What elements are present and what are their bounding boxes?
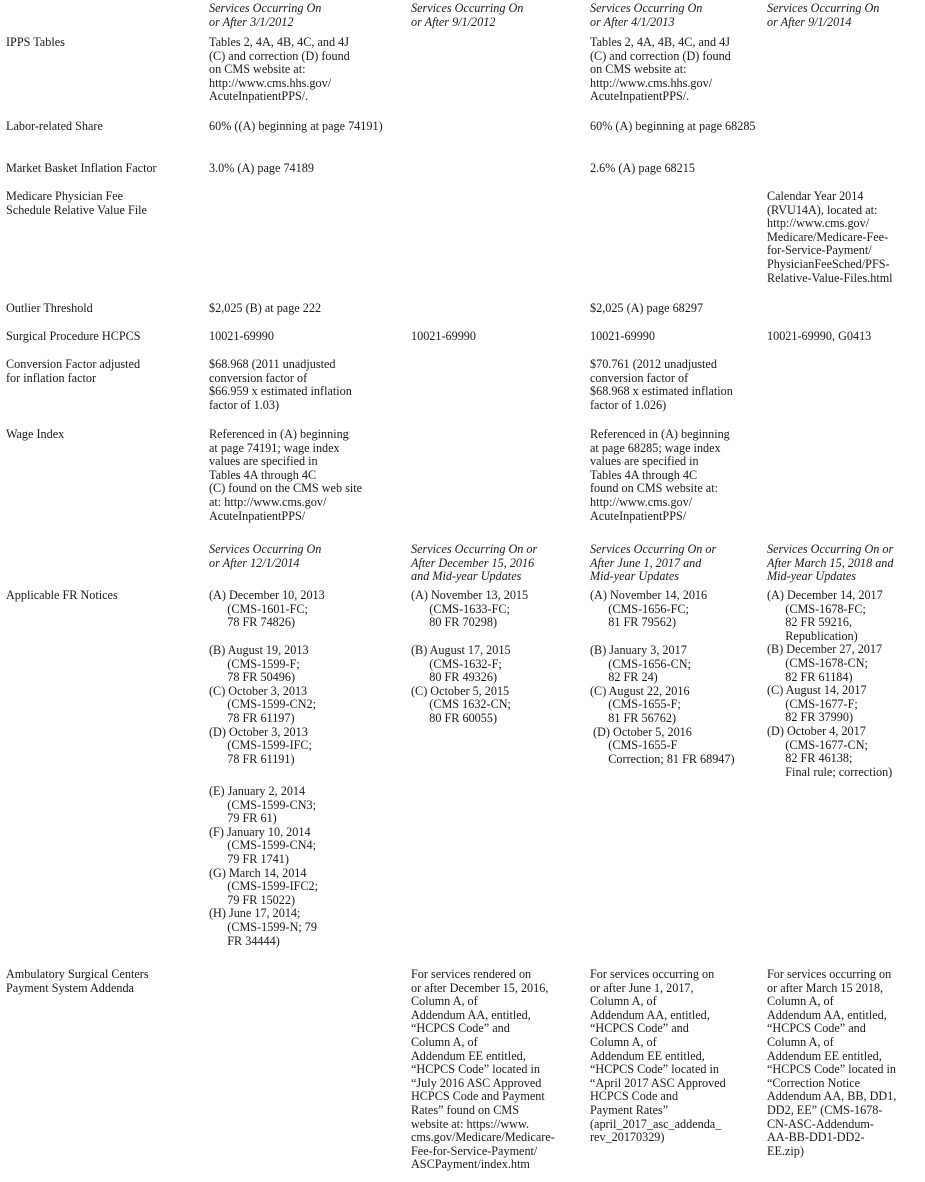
market-basket-col1: 3.0% (A) page 74189 bbox=[209, 161, 314, 175]
column-header-5: Services Occurring On or After 12/1/2014 bbox=[209, 542, 322, 570]
column-header-7: Services Occurring On or After June 1, 2017 and Mid-year Updates bbox=[590, 542, 717, 584]
asc-addenda-col4: For services occurring on or after March 15 2018, Column A, of Addendum AA, entitled, “HCPCS Code” and Column A, of Addendum EE entitled, “HCPCS Code” located in “Correction Notice Addendum AA, BB, DD1, DD2, EE” (CMS-1678- CN-ASC-Addendum- AA-BB-DD1-DD2- EE.zip) bbox=[767, 967, 897, 1158]
asc-addenda-col3: For services occurring on or after June 1, 2017, Column A, of Addendum AA, entitled, “HCPCS Code” and Column A, of Addendum EE entitled, “HCPCS Code” located in “April 2017 ASC Approved HCPCS Code and Payment Rates” (april_2017_asc_addenda_ rev_20170329) bbox=[590, 967, 726, 1145]
row-label-asc-addenda: Ambulatory Surgical Centers Payment System Addenda bbox=[6, 967, 149, 995]
fr-notice-col4: (A) December 14, 2017 (CMS-1678-FC; 82 FR 59216, Republication) (B) December 27, 2017 (CMS-1678-CN; 82 FR 61184) (C) August 14, 2017 (CMS-1677-F; 82 FR 37990) (D) October 4, 2017 (CMS-1677-CN; 82 FR 46138; Final rule; correction) bbox=[767, 588, 893, 779]
hcpcs-col1: 10021-69990 bbox=[209, 329, 274, 343]
row-label-fr-notices: Applicable FR Notices bbox=[6, 588, 118, 602]
asc-addenda-col2: For services rendered on or after December 15, 2016, Column A, of Addendum AA, entitled, “HCPCS Code” and Column A, of Addendum EE entitled, “HCPCS Code” located in “July 2016 ASC Approved HCPCS Code and Payment Rates” found on CMS website at: https://www. cms.gov/Medicare/Medicare- Fee-for-Service-Payment/ ASCPayment/index.htm bbox=[411, 967, 555, 1172]
column-header-2: Services Occurring On or After 9/1/2012 bbox=[411, 1, 524, 29]
fr-notice-col3-a: (A) November 14, 2016 (CMS-1656-FC; 81 FR 79562) bbox=[590, 588, 708, 630]
row-label-physician-fee: Medicare Physician Fee Schedule Relative Value File bbox=[6, 189, 147, 217]
fr-notice-col2-a: (A) November 13, 2015 (CMS-1633-FC; 80 FR 70298) bbox=[411, 588, 529, 630]
row-label-outlier: Outlier Threshold bbox=[6, 301, 93, 315]
row-label-labor-share: Labor-related Share bbox=[6, 119, 103, 133]
row-label-wage-index: Wage Index bbox=[6, 427, 65, 441]
fr-notice-col1-c: (E) January 2, 2014 (CMS-1599-CN3; 79 FR 61) (F) January 10, 2014 (CMS-1599-CN4; 79 FR 1741) (G) March 14, 2014 (CMS-1599-IFC2; 79 FR 15022) (H) June 17, 2014; (CMS-1599-N; 79 FR 34444) bbox=[209, 784, 319, 948]
column-header-6: Services Occurring On or After December 15, 2016 and Mid-year Updates bbox=[411, 542, 538, 584]
outlier-col1: $2,025 (B) at page 222 bbox=[209, 301, 322, 315]
row-label-hcpcs: Surgical Procedure HCPCS bbox=[6, 329, 141, 343]
conversion-col3: $70.761 (2012 unadjusted conversion factor of $68.968 x estimated inflation factor of 1.026) bbox=[590, 357, 733, 412]
ipps-tables-col3: Tables 2, 4A, 4B, 4C, and 4J (C) and correction (D) found on CMS website at: http://www.cms.hhs.gov/ AcuteInpatientPPS/. bbox=[590, 35, 731, 104]
wage-index-col1: Referenced in (A) beginning at page 74191; wage index values are specified in Tables 4A through 4C (C) found on the CMS web site at: http://www.cms.gov/ AcuteInpatientPPS/ bbox=[209, 427, 363, 523]
hcpcs-col2: 10021-69990 bbox=[411, 329, 476, 343]
column-header-3: Services Occurring On or After 4/1/2013 bbox=[590, 1, 703, 29]
hcpcs-col4: 10021-69990, G0413 bbox=[767, 329, 872, 343]
market-basket-col3: 2.6% (A) page 68215 bbox=[590, 161, 695, 175]
row-label-ipps-tables: IPPS Tables bbox=[6, 35, 65, 49]
row-label-market-basket: Market Basket Inflation Factor bbox=[6, 161, 157, 175]
fr-notice-col1-a: (A) December 10, 2013 (CMS-1601-FC; 78 FR 74826) bbox=[209, 588, 325, 630]
outlier-col3: $2,025 (A) page 68297 bbox=[590, 301, 704, 315]
ipps-tables-col1: Tables 2, 4A, 4B, 4C, and 4J (C) and correction (D) found on CMS website at: http://www.cms.hhs.gov/ AcuteInpatientPPS/. bbox=[209, 35, 350, 104]
conversion-col1: $68.968 (2011 unadjusted conversion factor of $66.959 x estimated inflation factor of 1.03) bbox=[209, 357, 352, 412]
physician-fee-col4: Calendar Year 2014 (RVU14A), located at: http://www.cms.gov/ Medicare/Medicare-Fee- for-Service-Payment/ PhysicianFeeSched/PFS- Relative-Value-Files.html bbox=[767, 189, 893, 285]
hcpcs-col3: 10021-69990 bbox=[590, 329, 655, 343]
column-header-1: Services Occurring On or After 3/1/2012 bbox=[209, 1, 322, 29]
labor-share-col3: 60% (A) beginning at page 68285 bbox=[590, 119, 756, 133]
wage-index-col3: Referenced in (A) beginning at page 68285; wage index values are specified in Tables 4A through 4C found on CMS website at: http://www.cms.gov/ AcuteInpatientPPS/ bbox=[590, 427, 730, 523]
fr-notice-col3-b: (B) January 3, 2017 (CMS-1656-CN; 82 FR 24) (C) August 22, 2016 (CMS-1655-F; 81 FR 56762) (D) October 5, 2016 (CMS-1655-F Correction; 81 FR 68947) bbox=[590, 643, 735, 766]
fr-notice-col1-b: (B) August 19, 2013 (CMS-1599-F; 78 FR 50496) (C) October 3, 2013 (CMS-1599-CN2; 78 FR 61197) (D) October 3, 2013 (CMS-1599-IFC; 78 FR 61191) bbox=[209, 643, 316, 766]
row-label-conversion: Conversion Factor adjusted for inflation factor bbox=[6, 357, 141, 385]
column-header-8: Services Occurring On or After March 15, 2018 and Mid-year Updates bbox=[767, 542, 894, 584]
column-header-4: Services Occurring On or After 9/1/2014 bbox=[767, 1, 880, 29]
labor-share-col1: 60% ((A) beginning at page 74191) bbox=[209, 119, 383, 133]
fr-notice-col2-b: (B) August 17, 2015 (CMS-1632-F; 80 FR 49326) (C) October 5, 2015 (CMS 1632-CN; 80 FR 60055) bbox=[411, 643, 511, 725]
